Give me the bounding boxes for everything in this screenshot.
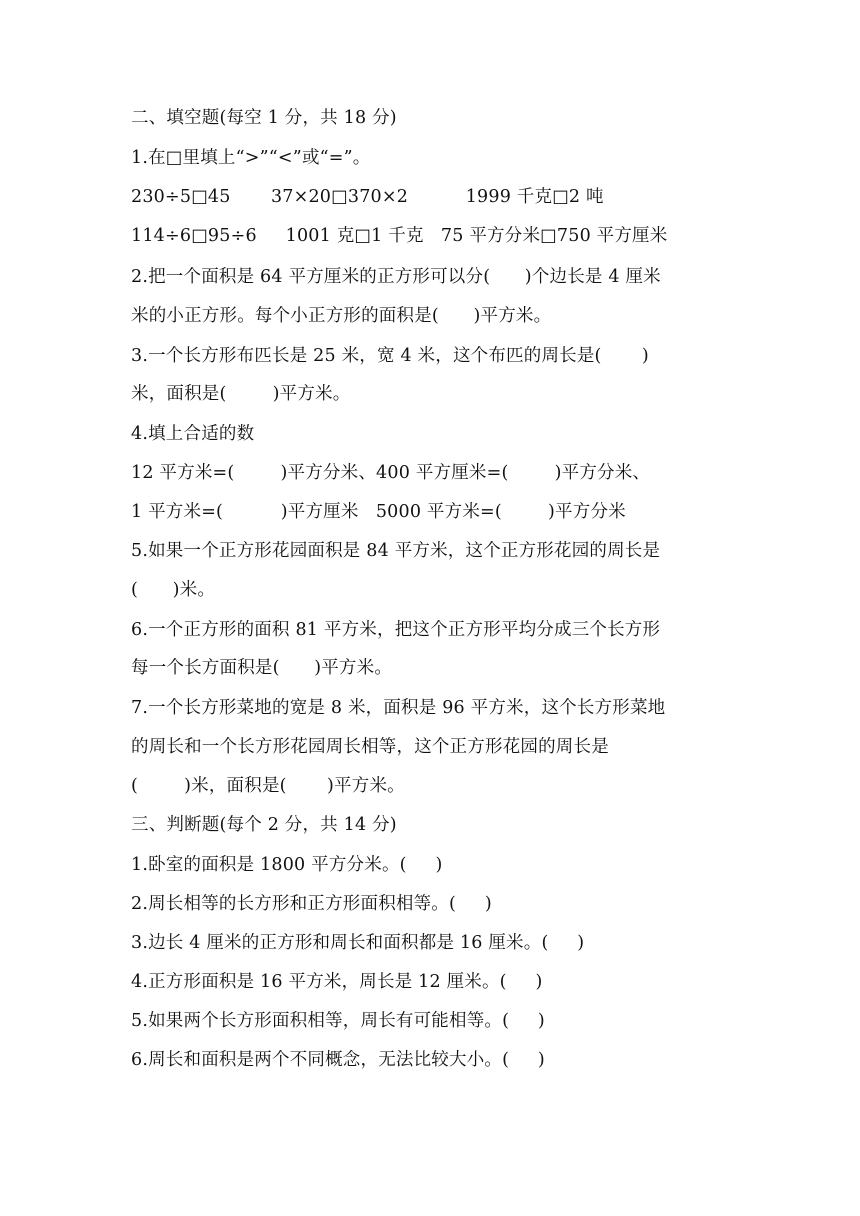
section-heading-fill-in: 二、填空题(每空 1 分，共 18 分) xyxy=(131,108,397,128)
question-4-line-2: 1 平方米=( )平方厘米 5000 平方米=( )平方分米 xyxy=(131,502,626,522)
question-4-prompt: 4.填上合适的数 xyxy=(131,424,255,444)
question-5-line-2: ( )米。 xyxy=(131,580,216,600)
judgment-item-2: 2.周长相等的长方形和正方形面积相等。( ) xyxy=(131,894,492,914)
question-6-line-2: 每一个长方面积是( )平方米。 xyxy=(131,658,393,678)
question-1-prompt: 1.在□里填上“>”“<”或“=”。 xyxy=(131,148,371,168)
question-5-line-1: 5.如果一个正方形花园面积是 84 平方米，这个正方形花园的周长是 xyxy=(131,541,661,561)
question-1-row-2: 114÷6□95÷6 1001 克□1 千克 75 平方分米□750 平方厘米 xyxy=(131,226,668,246)
question-7-line-3: ( )米，面积是( )平方米。 xyxy=(131,776,405,796)
question-2-line-2: 米的小正方形。每个小正方形的面积是( )平方米。 xyxy=(131,306,552,326)
judgment-item-4: 4.正方形面积是 16 平方米，周长是 12 厘米。( ) xyxy=(131,972,543,992)
judgment-item-5: 5.如果两个长方形面积相等，周长有可能相等。( ) xyxy=(131,1011,545,1031)
section-heading-true-false: 三、判断题(每个 2 分，共 14 分) xyxy=(131,815,397,835)
question-7-line-2: 的周长和一个长方形花园周长相等，这个正方形花园的周长是 xyxy=(131,737,609,757)
judgment-item-1: 1.卧室的面积是 1800 平方分米。( ) xyxy=(131,855,443,875)
question-4-line-1: 12 平方米=( )平方分米、400 平方厘米=( )平方分米、 xyxy=(131,463,651,483)
question-3-line-1: 3.一个长方形布匹长是 25 米，宽 4 米，这个布匹的周长是( ) xyxy=(131,346,649,366)
judgment-item-3: 3.边长 4 厘米的正方形和周长和面积都是 16 厘米。( ) xyxy=(131,933,585,953)
question-1-row-1: 230÷5□45 37×20□370×2 1999 千克□2 吨 xyxy=(131,187,604,207)
question-7-line-1: 7.一个长方形菜地的宽是 8 米，面积是 96 平方米，这个长方形菜地 xyxy=(131,698,666,718)
judgment-item-6: 6.周长和面积是两个不同概念，无法比较大小。( ) xyxy=(131,1050,545,1070)
question-3-line-2: 米，面积是( )平方米。 xyxy=(131,384,351,404)
question-6-line-1: 6.一个正方形的面积 81 平方米，把这个正方形平均分成三个长方形 xyxy=(131,620,661,640)
question-2-line-1: 2.把一个面积是 64 平方厘米的正方形可以分( )个边长是 4 厘米 xyxy=(131,267,661,287)
